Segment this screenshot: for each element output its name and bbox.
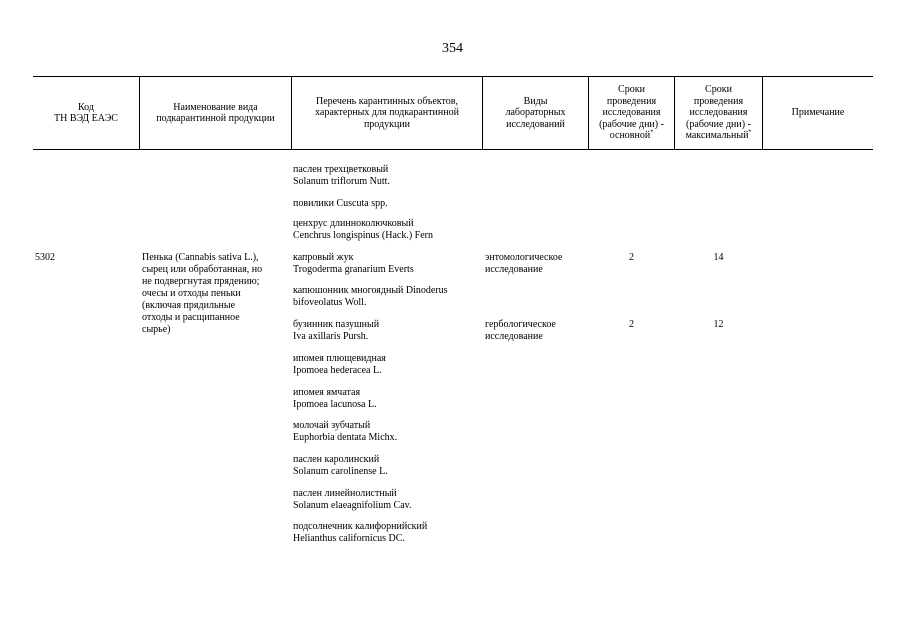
page-number: 354 [442, 41, 463, 56]
research-type: энтомологическое исследование [485, 252, 563, 275]
header-note: Примечание [791, 107, 845, 119]
header-bottom-border [33, 149, 873, 150]
quarantine-object: паслен линейнолистный Solanum elaeagnifolium Cav. [293, 488, 412, 511]
row-product-name: Пенька (Cannabis sativa L.), сырец или обработанная, но не подвергнутая прядению; очесы и отходы пеньки (включая прядильные отходы и расщипанное сырье) [142, 252, 263, 335]
quarantine-object: молочай зубчатый Euphorbia dentata Michx. [293, 420, 398, 443]
quarantine-object: подсолнечник калифорнийский Helianthus californicus DC. [293, 521, 428, 544]
quarantine-object: капюшонник многоядный Dinoderus bifoveolatus Woll. [293, 285, 448, 308]
header-code: Код ТН ВЭД ЕАЭС [54, 101, 118, 124]
header-max-terms: Сроки проведения исследования (рабочие дни) - максимальный* [685, 84, 752, 142]
row-code: 5302 [35, 252, 55, 263]
quarantine-object: капровый жук Trogoderma granarium Everts [293, 252, 414, 275]
max-term: 14 [713, 252, 724, 263]
basic-term: 2 [629, 319, 634, 330]
research-type: гербологическое исследование [485, 319, 556, 342]
quarantine-object: паслен трехцветковый Solanum triflorum Nutt. [293, 164, 390, 187]
header-basic-terms: Сроки проведения исследования (рабочие дни) - основной* [599, 84, 664, 142]
quarantine-object: повилики Cuscuta spp. [293, 198, 388, 209]
basic-term: 2 [629, 252, 634, 263]
quarantine-object: ипомея ямчатая Ipomoea lacunosa L. [293, 387, 377, 410]
quarantine-object: ценхрус длинноколючковый Cenchrus longispinus (Hack.) Fern [293, 218, 433, 241]
max-term: 12 [713, 319, 724, 330]
header-lab-research: Виды лабораторных исследований [505, 95, 566, 130]
header-product-name: Наименование вида подкарантинной продукции [156, 101, 275, 124]
quarantine-object: бузинник пазушный Iva axillaris Pursh. [293, 319, 380, 342]
quarantine-object: ипомея плющевидная Ipomoea hederacea L. [293, 353, 386, 376]
quarantine-object: паслен каролинский Solanum carolinense L. [293, 454, 388, 477]
header-quarantine-objects: Перечень карантинных объектов, характерных для подкарантинной продукции [315, 95, 459, 130]
